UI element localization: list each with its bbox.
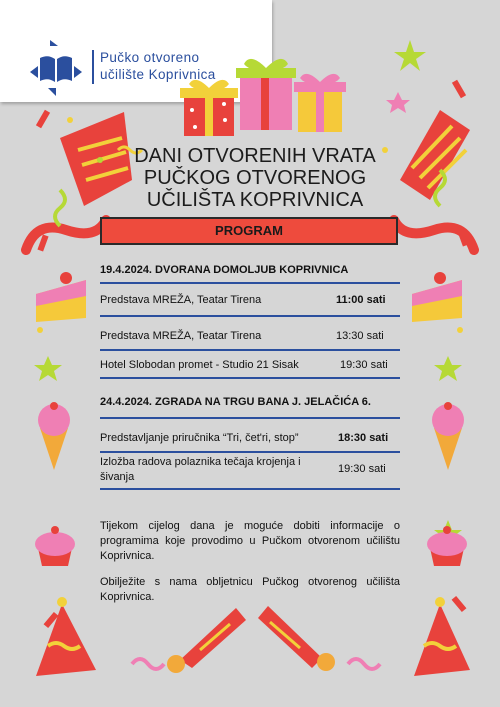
event-name-continued: šivanja <box>100 471 135 483</box>
program-banner: PROGRAM <box>100 217 398 245</box>
page-title <box>120 145 390 211</box>
ribbon-icon <box>55 190 65 226</box>
star-icon <box>434 356 462 381</box>
divider <box>100 282 400 284</box>
event-name: Predstava MREŽA, Teatar Tirena <box>100 330 262 342</box>
ice-cream-icon <box>432 402 464 470</box>
cupcake-icon <box>35 526 75 566</box>
cupcake-icon <box>427 526 467 566</box>
star-icon <box>394 40 426 71</box>
day1-heading: 19.4.2024. DVORANA DOMOLJUB KOPRIVNICA <box>100 264 349 276</box>
event-name: Hotel Slobodan promet - Studio 21 Sisak <box>100 359 299 371</box>
party-horn-icon <box>258 606 335 671</box>
cake-slice-icon <box>36 272 86 322</box>
event-time: 19:30 sati <box>340 359 388 371</box>
gift-box-red-icon <box>180 80 238 136</box>
info-paragraph: Tijekom cijelog dana je moguće dobiti informacije o programima koje provodimo u Pučkom otvorenom učilištu Koprivnica. <box>100 520 400 562</box>
event-name: Predstava MREŽA, Teatar Tirena <box>100 294 262 306</box>
event-time: 19:30 sati <box>338 463 386 475</box>
star-icon <box>386 92 410 113</box>
title-line-1: DANI OTVORENIH VRATA <box>134 145 376 167</box>
divider <box>100 377 400 379</box>
party-popper-right-icon <box>400 110 470 200</box>
logo-line-1: Pučko otvoreno <box>100 50 200 65</box>
gift-box-yellow-icon <box>294 74 346 132</box>
divider <box>100 488 400 490</box>
ice-cream-icon <box>38 402 70 470</box>
event-time: 18:30 sati <box>338 432 389 444</box>
cake-slice-icon <box>412 272 462 322</box>
event-time: 13:30 sati <box>336 330 384 342</box>
event-name: Predstavljanje priručnika “Tri, čet'ri, stop” <box>100 432 299 444</box>
logo-line-2: učilište Koprivnica <box>100 67 216 82</box>
event-name: Izložba radova polaznika tečaja krojenja i <box>100 456 301 468</box>
swirl-icon <box>132 659 164 669</box>
streamer-right-icon <box>394 220 474 250</box>
party-hat-icon <box>36 597 96 676</box>
event-time: 11:00 sati <box>336 294 386 306</box>
divider <box>100 451 400 453</box>
divider <box>100 417 400 419</box>
divider <box>100 315 400 317</box>
star-icon <box>34 356 62 381</box>
celebrate-paragraph: Obilježite s nama obljetnicu Pučkog otvorenog učilišta Koprivnica. <box>100 576 400 603</box>
day2-heading: 24.4.2024. ZGRADA NA TRGU BANA J. JELAČIĆA 6. <box>100 396 371 408</box>
title-line-3: UČILIŠTA KOPRIVNICA <box>146 189 364 211</box>
swirl-icon <box>348 659 380 669</box>
streamer-left-icon <box>26 220 106 250</box>
gift-box-pink-icon <box>236 59 296 130</box>
divider <box>100 349 400 351</box>
title-line-2: PUČKOG OTVORENOG <box>143 167 367 189</box>
party-horn-icon <box>167 608 246 673</box>
